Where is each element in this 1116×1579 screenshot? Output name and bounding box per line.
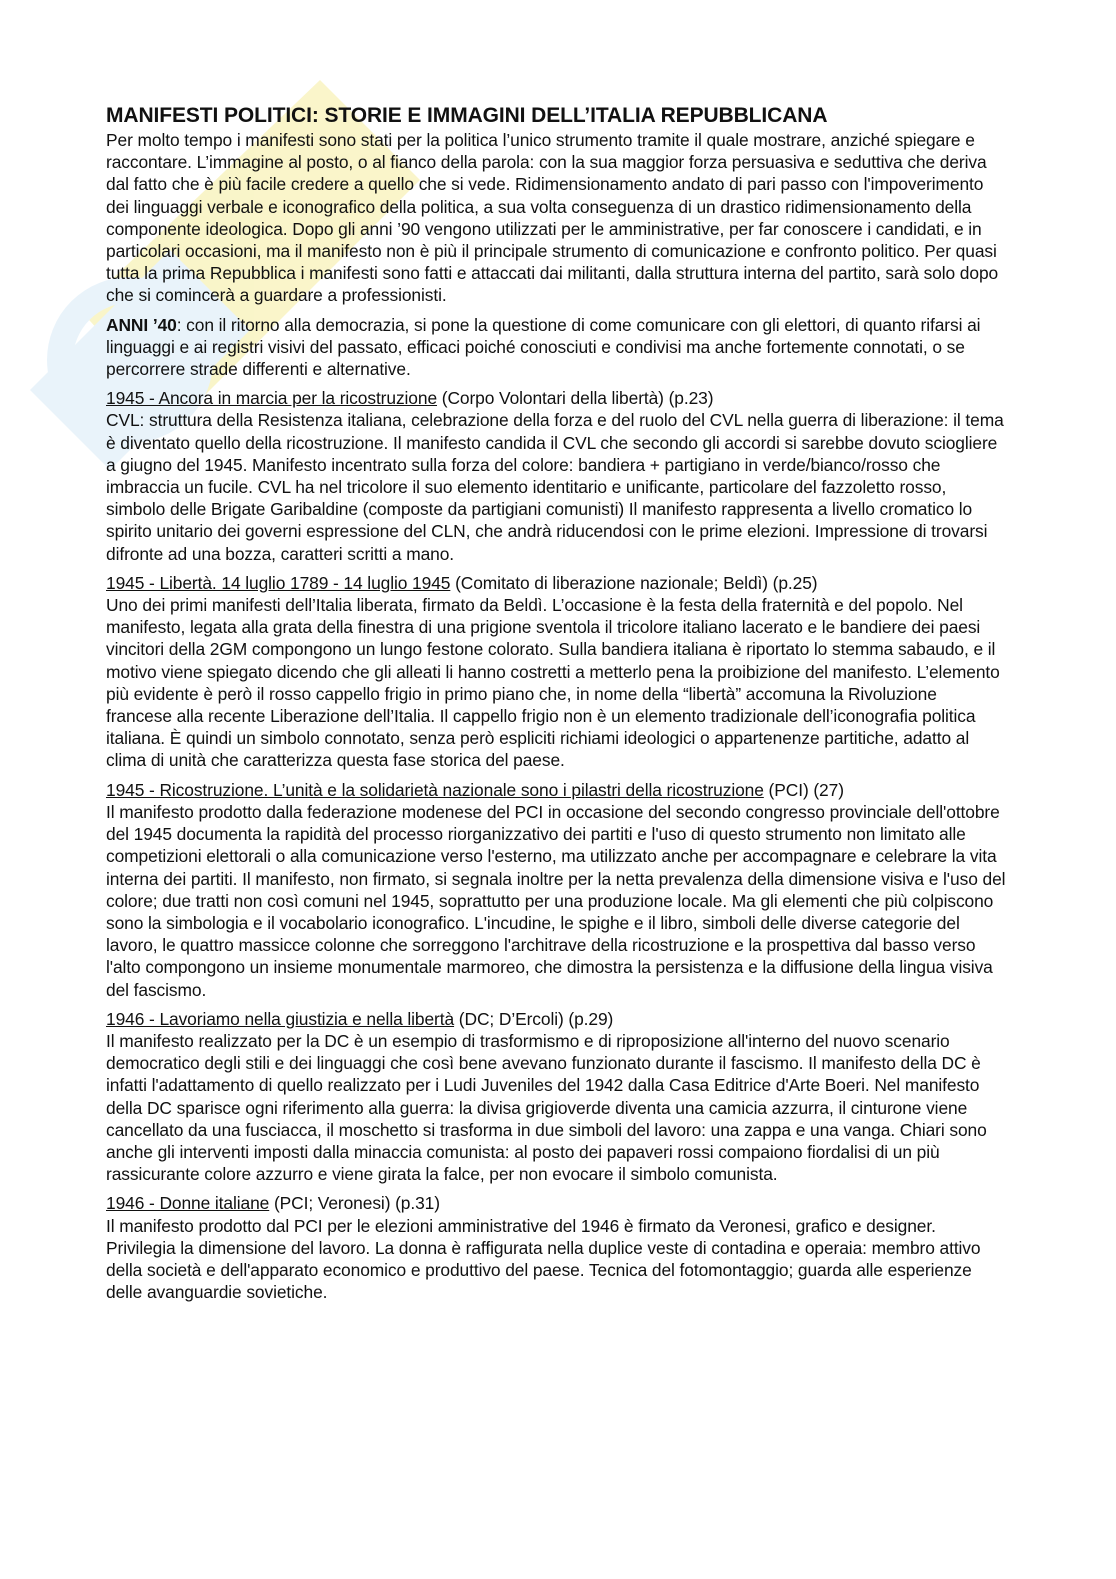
section-heading: 1945 - Libertà. 14 luglio 1789 - 14 luglio 1945 [106,572,451,593]
anni40-text: : con il ritorno alla democrazia, si pone la questione di come comunicare con gli elettori, di quanto rifarsi ai linguaggi e ai registri visivi del passato, efficaci poiché conosciuti e condivisi ma anche fortemente connotati, o se percorrere strade differenti e alternative. [106,314,981,380]
section-1946-donne [106,1192,1006,1303]
section-meta: (Corpo Volontari della libertà) (p.23) [437,388,714,409]
section-1945-ancora [106,387,1006,565]
section-body: CVL: struttura della Resistenza italiana, celebrazione della forza e del ruolo del CVL nella guerra di liberazione: il tema è diventato quello della ricostruzione. Il manifesto candida il CVL che secondo gli accordi si sarebbe dovuto sciogliere a giugno del 1945. Manifesto incentrato sulla forza del colore: bandiera + partigiano in verde/bianco/rosso che imbraccia un fucile. CVL ha nel tricolore il suo elemento identitario e unificante, particolare del fazzoletto rosso, simbolo delle Brigate Garibaldine (composte da partigiani comunisti) Il manifesto rappresenta a livello cromatico lo spirito unitario dei governi espressione del CLN, che andrà riducendosi con le prime elezioni. Impressione di trovarsi difronte ad una bozza, caratteri scritti a mano. [106,410,1004,564]
section-meta: (PCI) (27) [763,779,844,800]
section-body: Il manifesto realizzato per la DC è un esempio di trasformismo e di riproposizione all'interno del nuovo scenario democratico degli stili e dei linguaggi che così bene avevano funzionato durante il fascismo. Il manifesto della DC è infatti l'adattamento di quello realizzato per i Ludi Juveniles del 1942 dalla Casa Editrice d'Arte Boeri. Nel manifesto della DC sparisce ogni riferimento alla guerra: la divisa grigioverde diventa una camicia azzurra, il cinturone viene cancellato da una fusciacca, il moschetto si trasforma in due simboli del lavoro: una zappa e una vanga. Chiari sono anche gli interventi imposti dalla minaccia comunista: al posto dei papaveri rossi compaiono fiordalisi di un più rassicurante colore azzurro e viene girata la falce, per non evocare il simbolo comunista. [106,1030,987,1185]
document-page [106,103,1006,1303]
section-meta: (Comitato di liberazione nazionale; Beldì) (p.25) [450,572,818,593]
section-1946-lavoriamo [106,1008,1006,1186]
anni40-label: ANNI ’40 [106,314,177,335]
section-body: Uno dei primi manifesti dell’Italia liberata, firmato da Beldì. L’occasione è la festa della fraternità e del popolo. Nel manifesto, legata alla grata della finestra di una prigione sventola il tricolore italiano lacerato e le bandiere dei paesi vincitori della 2GM compongono un lungo festone colorato. Sulla bandiera italiana è riportato lo stemma sabaudo, e il motivo viene spiegato dicendo che gli alleati li hanno costretti a metterlo pena la proibizione del manifesto. L’elemento più evidente è però il rosso cappello frigio in primo piano che, in nome della “libertà” accomuna la Rivoluzione francese alla recente Liberazione dell’Italia. Il cappello frigio non è un elemento tradizionale dell’iconografia politica italiana. È quindi un simbolo connotato, senza però espliciti richiami ideologici o appartenenze partitiche, adatto al clima di unità che caratterizza questa fase storica del paese. [106,595,1000,771]
section-heading: 1945 - Ancora in marcia per la ricostruzione [106,388,438,409]
section-body: Il manifesto prodotto dal PCI per le elezioni amministrative del 1946 è firmato da Veronesi, grafico e designer. Privilegia la dimensione del lavoro. La donna è raffigurata nella duplice veste di contadina e operaia: membro attivo della società e dell'apparato economico e produttivo del paese. Tecnica del fotomontaggio; guarda alle esperienze delle avanguardie sovietiche. [106,1215,981,1303]
section-heading: 1945 - Ricostruzione. L’unità e la solidarietà nazionale sono i pilastri della ricostruzione [106,779,764,800]
section-1945-ricostruzione [106,779,1006,1001]
section-body: Il manifesto prodotto dalla federazione modenese del PCI in occasione del secondo congresso provinciale dell'ottobre del 1945 documenta la rapidità del processo riorganizzativo dei partiti e l'uso di questo strumento non limitato alle competizioni elettorali o alla comunicazione verso l'esterno, ma utilizzato anche per accompagnare e celebrare la vita interna dei partiti. Il manifesto, non firmato, si segnala inoltre per la netta prevalenza della dimensione visiva e l'uso del colore; due tratti non così comuni nel 1945, soprattutto per una produzione locale. Ma gli elementi che più colpiscono sono la simbologia e il vocabolario iconografico. L'incudine, le spighe e il libro, simboli delle diverse categorie del lavoro, le quattro massicce colonne che sorreggono l'architrave della ricostruzione e la prospettiva dal basso verso l'alto compongono un insieme monumentale marmoreo, che dimostra la persistenza e la diffusione della lingua visiva del fascismo. [106,801,1006,1000]
section-meta: (DC; D’Ercoli) (p.29) [454,1008,614,1029]
section-heading: 1946 - Donne italiane [106,1193,270,1214]
intro-paragraph: Per molto tempo i manifesti sono stati per la politica l’unico strumento tramite il quale mostrare, anziché spiegare e raccontare. L’immagine al posto, o al fianco della parola: con la sua maggior forza persuasiva e seduttiva che deriva dal fatto che è più facile credere a quello che si vede. Ridimensionamento andato di pari passo con l'impoverimento dei linguaggi verbale e iconografico della politica, a sua volta conseguenza di un drastico ridimensionamento della componente ideologica. Dopo gli anni ’90 vengono utilizzati per le amministrative, per far conoscere i candidati, e in particolari occasioni, ma il manifesto non è più il principale strumento di comunicazione e confronto politico. Per quasi tutta la prima Repubblica i manifesti sono fatti e attaccati dai militanti, dalla struttura interna del partito, sarà solo dopo che si comincerà a guardare a professionisti. [106,130,999,306]
document-title: MANIFESTI POLITICI: STORIE E IMMAGINI DELL’ITALIA REPUBBLICANA [106,104,828,127]
section-1945-liberta [106,572,1006,772]
section-heading: 1946 - Lavoriamo nella giustizia e nella libertà [106,1008,455,1029]
anni40-paragraph [106,314,1006,381]
section-meta: (PCI; Veronesi) (p.31) [269,1193,440,1214]
